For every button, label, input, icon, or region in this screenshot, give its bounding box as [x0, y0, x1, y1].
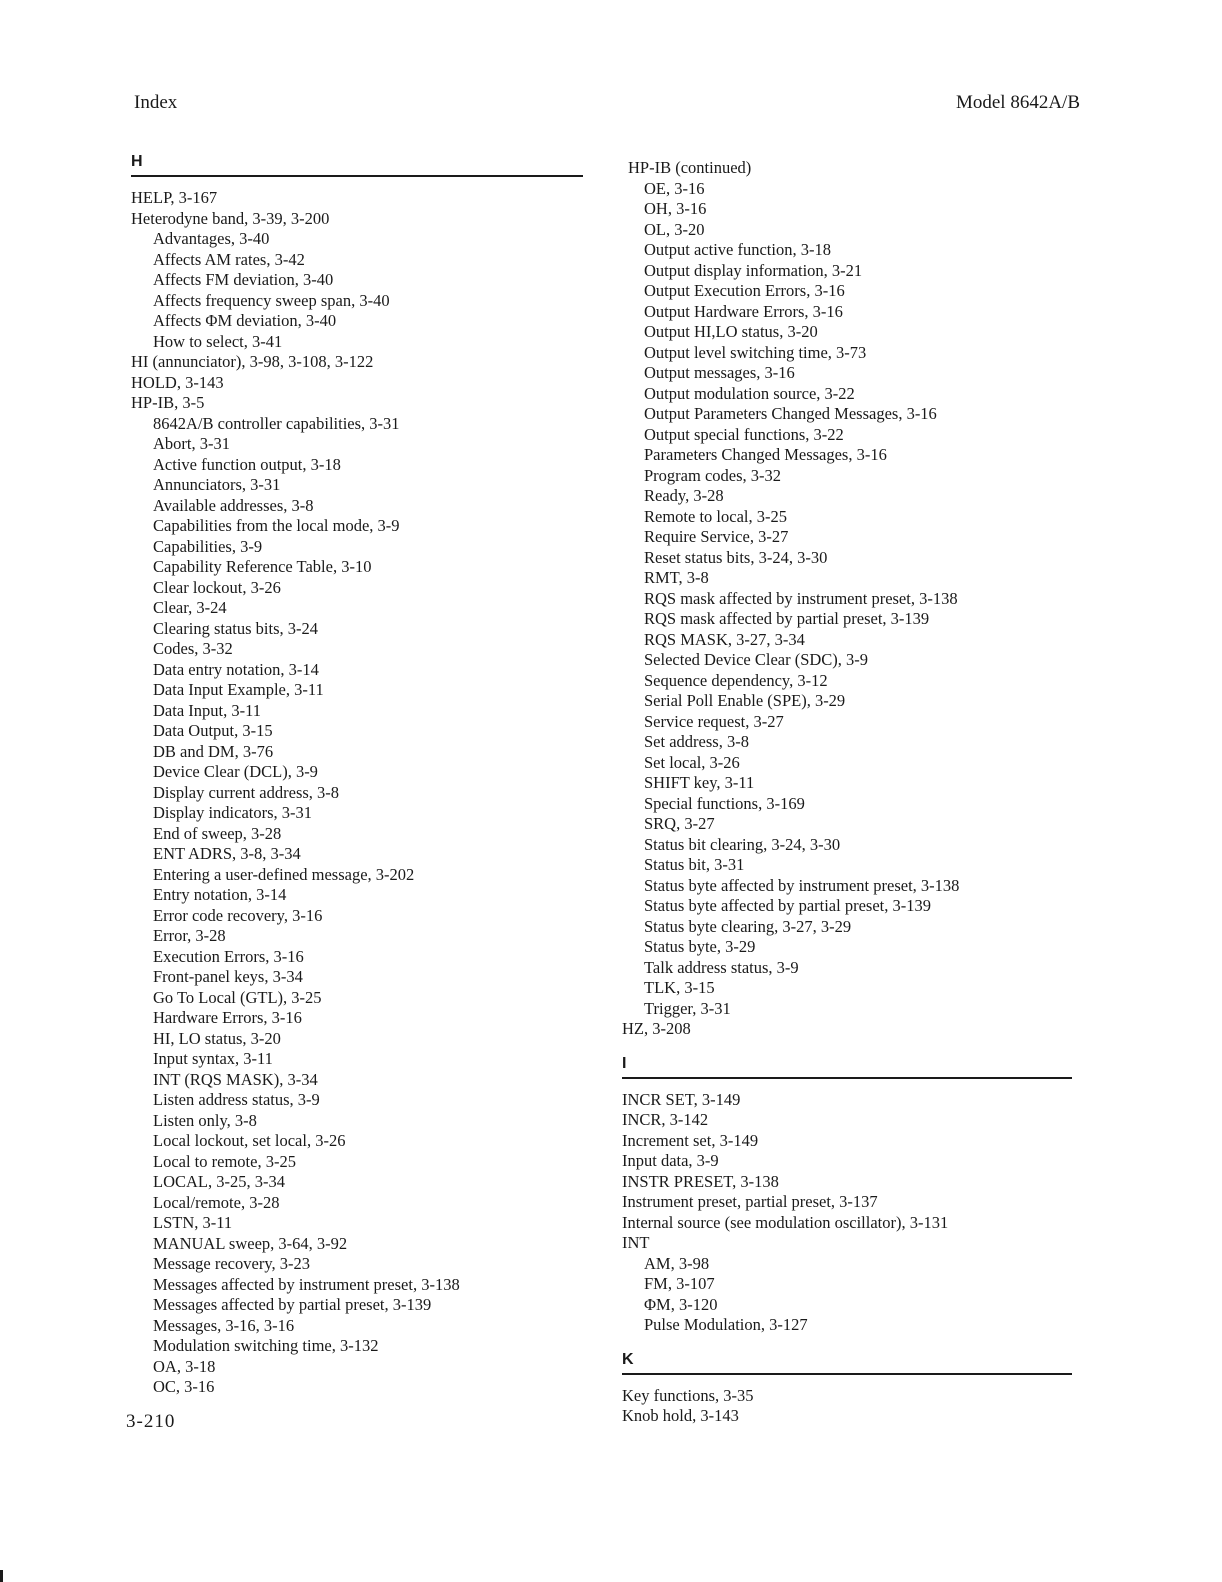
index-entry: Internal source (see modulation oscillator), 3-131: [622, 1212, 949, 1232]
section-heading-i: I: [622, 1054, 1072, 1079]
index-subentry: Local to remote, 3-25: [153, 1151, 296, 1171]
index-entry: HELP, 3-167: [131, 188, 218, 207]
index-list-k: [622, 1386, 1072, 1427]
index-subentry: TLK, 3-15: [644, 978, 715, 997]
index-subentry: RQS mask affected by partial preset, 3-139: [644, 609, 930, 628]
index-subentry: Output HI,LO status, 3-20: [644, 322, 818, 341]
index-subentry: Messages affected by partial preset, 3-139: [153, 1295, 432, 1314]
index-subentry: Hardware Errors, 3-16: [153, 1008, 302, 1027]
index-subentry: Serial Poll Enable (SPE), 3-29: [644, 691, 846, 710]
index-subentry: OH, 3-16: [644, 199, 707, 218]
index-subentry: Abort, 3-31: [153, 434, 230, 453]
index-subentry: Execution Errors, 3-16: [153, 946, 304, 966]
index-subentry: Available addresses, 3-8: [153, 495, 314, 515]
index-subentry: Device Clear (DCL), 3-9: [153, 762, 318, 781]
index-subentry: Input syntax, 3-11: [153, 1049, 273, 1068]
continued-heading: HP-IB (continued): [628, 158, 752, 177]
index-entry: INSTR PRESET, 3-138: [622, 1171, 779, 1191]
index-subentry: 8642A/B controller capabilities, 3-31: [153, 413, 400, 433]
index-list-hz: [622, 1019, 1072, 1040]
index-subentry: Sequence dependency, 3-12: [644, 670, 828, 690]
index-subentry: Clear, 3-24: [153, 598, 227, 617]
index-subentry: How to select, 3-41: [153, 331, 283, 351]
index-subentry: Output level switching time, 3-73: [644, 342, 867, 362]
index-subentry: ENT ADRS, 3-8, 3-34: [153, 844, 301, 863]
index-subentry: Entering a user-defined message, 3-202: [153, 864, 415, 884]
index-entry: Heterodyne band, 3-39, 3-200: [131, 208, 330, 228]
index-subentry: Capabilities from the local mode, 3-9: [153, 516, 400, 535]
index-subentry: Affects frequency sweep span, 3-40: [153, 290, 390, 310]
index-subentry: Status bit, 3-31: [644, 855, 745, 874]
index-subentry: Talk address status, 3-9: [644, 957, 799, 977]
index-entry: Instrument preset, partial preset, 3-137: [622, 1192, 878, 1211]
index-subentry: Error, 3-28: [153, 926, 226, 945]
index-subentry: Reset status bits, 3-24, 3-30: [644, 547, 828, 567]
index-entry: INCR SET, 3-149: [622, 1089, 741, 1109]
index-subentry: RQS MASK, 3-27, 3-34: [644, 629, 805, 649]
page-number: 3-210: [126, 1411, 176, 1432]
index-subentry: AM, 3-98: [644, 1253, 710, 1273]
index-subentry: Output Parameters Changed Messages, 3-16: [644, 404, 937, 423]
index-subentry: OL, 3-20: [644, 219, 705, 239]
index-subentry: Codes, 3-32: [153, 639, 233, 658]
index-subentry: RQS mask affected by instrument preset, 3-138: [644, 588, 958, 608]
index-subentry: Entry notation, 3-14: [153, 885, 287, 904]
index-subentry: Ready, 3-28: [644, 486, 724, 505]
index-entry: HZ, 3-208: [622, 1019, 691, 1038]
index-subentry: LSTN, 3-11: [153, 1213, 233, 1232]
index-subentry: Set local, 3-26: [644, 752, 740, 772]
index-subentry: Affects FM deviation, 3-40: [153, 270, 334, 289]
index-list-i: [622, 1090, 1072, 1336]
index-entry: Input data, 3-9: [622, 1151, 719, 1170]
index-subentry: MANUAL sweep, 3-64, 3-92: [153, 1233, 348, 1253]
index-subentry: Require Service, 3-27: [644, 527, 789, 546]
index-subentry: SHIFT key, 3-11: [644, 773, 755, 792]
index-subentry: Output messages, 3-16: [644, 363, 795, 382]
index-subentry: Status byte affected by partial preset, 3-139: [644, 896, 931, 915]
index-subentry: Set address, 3-8: [644, 732, 749, 751]
index-subentry: Service request, 3-27: [644, 711, 784, 731]
index-subentry: Status byte, 3-29: [644, 937, 756, 956]
index-subentry: Display current address, 3-8: [153, 782, 340, 802]
index-subentry: Data Input, 3-11: [153, 700, 261, 720]
index-subentry: Data entry notation, 3-14: [153, 659, 319, 679]
index-subentry: Status bit clearing, 3-24, 3-30: [644, 834, 841, 854]
index-subentry: Pulse Modulation, 3-127: [644, 1315, 808, 1334]
scan-edge-mark: [0, 1570, 3, 1582]
index-entry: HP-IB, 3-5: [131, 393, 205, 412]
index-entry: HOLD, 3-143: [131, 372, 224, 392]
index-subentry: OC, 3-16: [153, 1377, 215, 1396]
index-subentry: Advantages, 3-40: [153, 229, 270, 248]
index-subentry: Local/remote, 3-28: [153, 1192, 280, 1212]
index-entry: Increment set, 3-149: [622, 1130, 759, 1150]
index-subentry: Output Execution Errors, 3-16: [644, 281, 845, 300]
index-column-right: [622, 158, 1072, 1427]
running-header-right: Model 8642A/B: [955, 92, 1080, 113]
index-subentry: Capability Reference Table, 3-10: [153, 557, 372, 576]
index-subentry: Error code recovery, 3-16: [153, 905, 323, 925]
index-entry: Key functions, 3-35: [622, 1385, 754, 1405]
index-subentry: Capabilities, 3-9: [153, 536, 263, 556]
index-subentry: Parameters Changed Messages, 3-16: [644, 445, 887, 464]
index-subentry: Status byte affected by instrument preset, 3-138: [644, 875, 960, 895]
index-subentry: RMT, 3-8: [644, 568, 709, 587]
section-heading-k: K: [622, 1350, 1072, 1375]
index-subentry: Output display information, 3-21: [644, 260, 863, 280]
index-list-h: [131, 188, 583, 1398]
index-subentry: Trigger, 3-31: [644, 998, 731, 1018]
index-subentry: SRQ, 3-27: [644, 814, 715, 833]
index-subentry: OE, 3-16: [644, 178, 705, 198]
index-subentry: DB and DM, 3-76: [153, 741, 274, 761]
index-subentry: LOCAL, 3-25, 3-34: [153, 1172, 285, 1191]
index-subentry: Clearing status bits, 3-24: [153, 618, 318, 638]
index-subentry: Go To Local (GTL), 3-25: [153, 987, 322, 1007]
index-subentry: Clear lockout, 3-26: [153, 577, 281, 597]
running-header-left: Index: [134, 92, 178, 113]
index-subentry: ΦM, 3-120: [644, 1294, 718, 1314]
index-subentry: Active function output, 3-18: [153, 454, 341, 474]
index-subentry: Remote to local, 3-25: [644, 506, 787, 526]
index-subentry: FM, 3-107: [644, 1274, 715, 1293]
index-subentry: INT (RQS MASK), 3-34: [153, 1069, 318, 1089]
index-subentry: Listen only, 3-8: [153, 1110, 257, 1130]
index-subentry: Program codes, 3-32: [644, 465, 782, 485]
index-entry: INT: [622, 1233, 650, 1252]
index-entry: Knob hold, 3-143: [622, 1406, 739, 1425]
section-heading-h: H: [131, 152, 583, 177]
index-subentry: Display indicators, 3-31: [153, 803, 313, 822]
index-column-left: [131, 152, 583, 1398]
index-list-hpib-continued: [622, 158, 1072, 179]
index-subentry: Front-panel keys, 3-34: [153, 967, 303, 986]
index-subentry: HI, LO status, 3-20: [153, 1028, 281, 1048]
index-subentry: Local lockout, set local, 3-26: [153, 1131, 346, 1150]
index-subentry: Modulation switching time, 3-132: [153, 1336, 379, 1355]
index-subentry: Selected Device Clear (SDC), 3-9: [644, 650, 869, 669]
index-subentry: Message recovery, 3-23: [153, 1254, 310, 1273]
index-subentry: Annunciators, 3-31: [153, 475, 281, 494]
index-entry: HI (annunciator), 3-98, 3-108, 3-122: [131, 352, 374, 371]
index-subentry: Status byte clearing, 3-27, 3-29: [644, 916, 852, 936]
index-subentry: Output special functions, 3-22: [644, 424, 844, 444]
index-subentry: Output Hardware Errors, 3-16: [644, 301, 843, 321]
index-subentry: Output active function, 3-18: [644, 240, 831, 259]
index-subentry: Special functions, 3-169: [644, 793, 805, 813]
index-subentry: Affects ΦM deviation, 3-40: [153, 311, 337, 330]
index-entry: INCR, 3-142: [622, 1110, 709, 1129]
index-subentry: Affects AM rates, 3-42: [153, 249, 305, 269]
index-subentry: Listen address status, 3-9: [153, 1090, 320, 1109]
index-subentry: Messages, 3-16, 3-16: [153, 1315, 295, 1335]
index-subentry: Output modulation source, 3-22: [644, 383, 855, 403]
index-subentry: OA, 3-18: [153, 1356, 216, 1376]
index-list-hpib-entries: [622, 179, 1072, 1020]
index-subentry: Data Output, 3-15: [153, 721, 273, 740]
index-subentry: Messages affected by instrument preset, 3-138: [153, 1274, 460, 1294]
index-subentry: End of sweep, 3-28: [153, 823, 282, 843]
index-subentry: Data Input Example, 3-11: [153, 680, 324, 699]
